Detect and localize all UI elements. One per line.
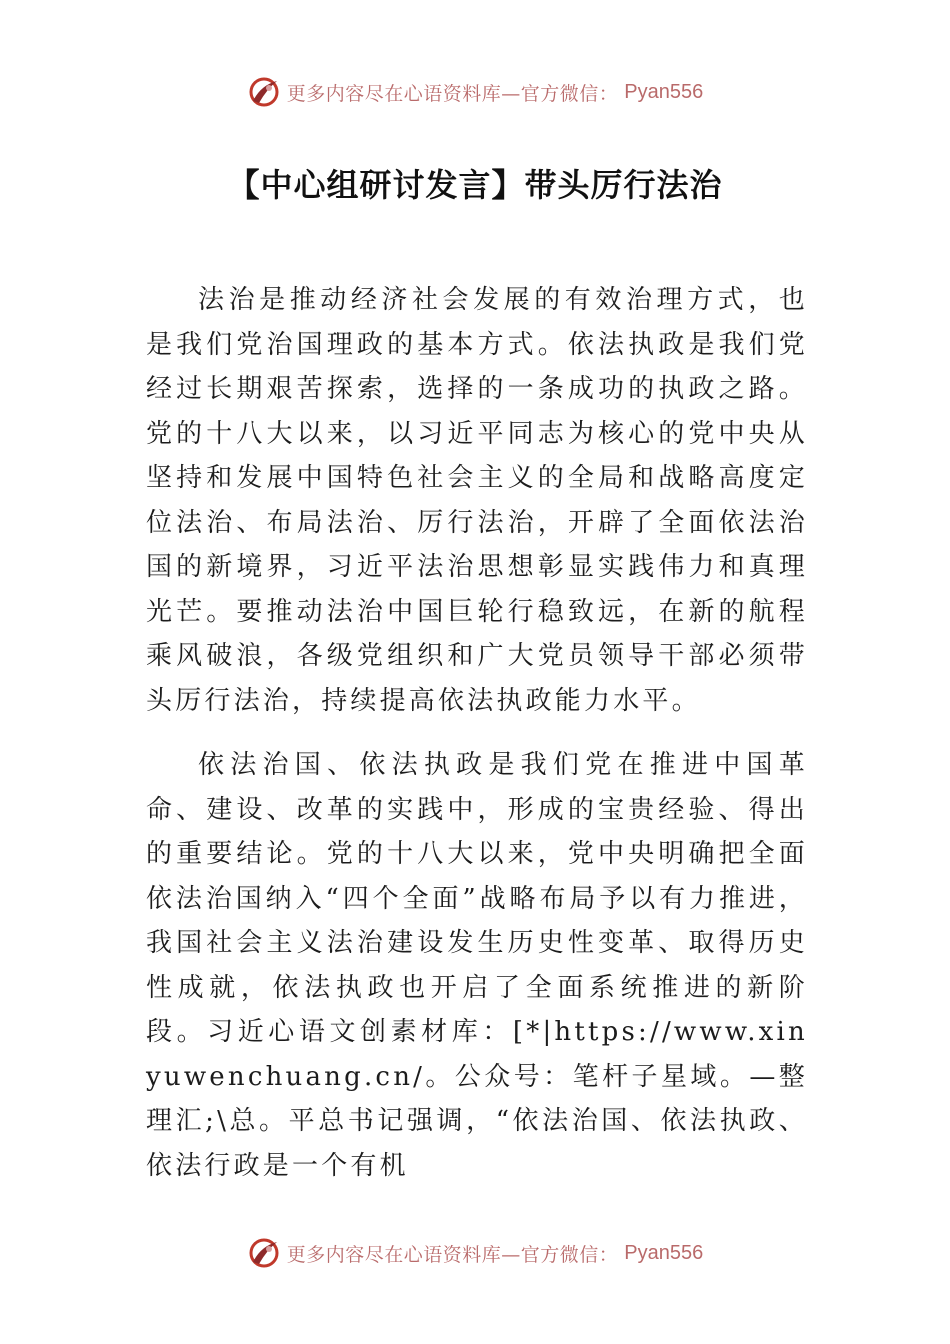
footer-banner-id: Pyan556 [624,1241,704,1264]
page-title: 【中心组研讨发言】带头厉行法治 [227,166,723,204]
footer-banner [0,1233,950,1273]
header-banner-text: 更多内容尽在心语资料库—官方微信： [286,82,619,105]
header-banner [0,72,950,112]
paragraph-2: 依法治国、依法执政是我们党在推进中国革命、建设、改革的实践中，形成的宝贵经验、得出的重要结论。党的十八大以来，党中央明确把全面依法治国纳入“四个全面”战略布局予以有力推进，我国社会主义法治建设发生历史性变革、取得历史性成就，依法执政也开启了全面系统推进的新阶段。习近心语文创素材库：[*|https://www.xinyuwenchuang.cn/。公众号：笔杆子星域。—整理汇;\总。平总书记强调，“依法治国、依法执政、依法行政是一个有机 [146,750,808,1181]
brand-logo-icon [247,75,281,109]
brand-logo-icon [247,1236,281,1270]
header-banner-id: Pyan556 [624,80,704,103]
footer-banner-text: 更多内容尽在心语资料库—官方微信： [286,1243,619,1266]
paragraph-1: 法治是推动经济社会发展的有效治理方式，也是我们党治国理政的基本方式。依法执政是我们党经过长期艰苦探索，选择的一条成功的执政之路。党的十八大以来，以习近平同志为核心的党中央从坚持和发展中国特色社会主义的全局和战略高度定位法治、布局法治、厉行法治，开辟了全面依法治国的新境界，习近平法治思想彰显实践伟力和真理光芒。要推动法治中国巨轮行稳致远，在新的航程乘风破浪，各级党组织和广大党员领导干部必须带头厉行法治，持续提高依法执政能力水平。 [146,285,808,716]
